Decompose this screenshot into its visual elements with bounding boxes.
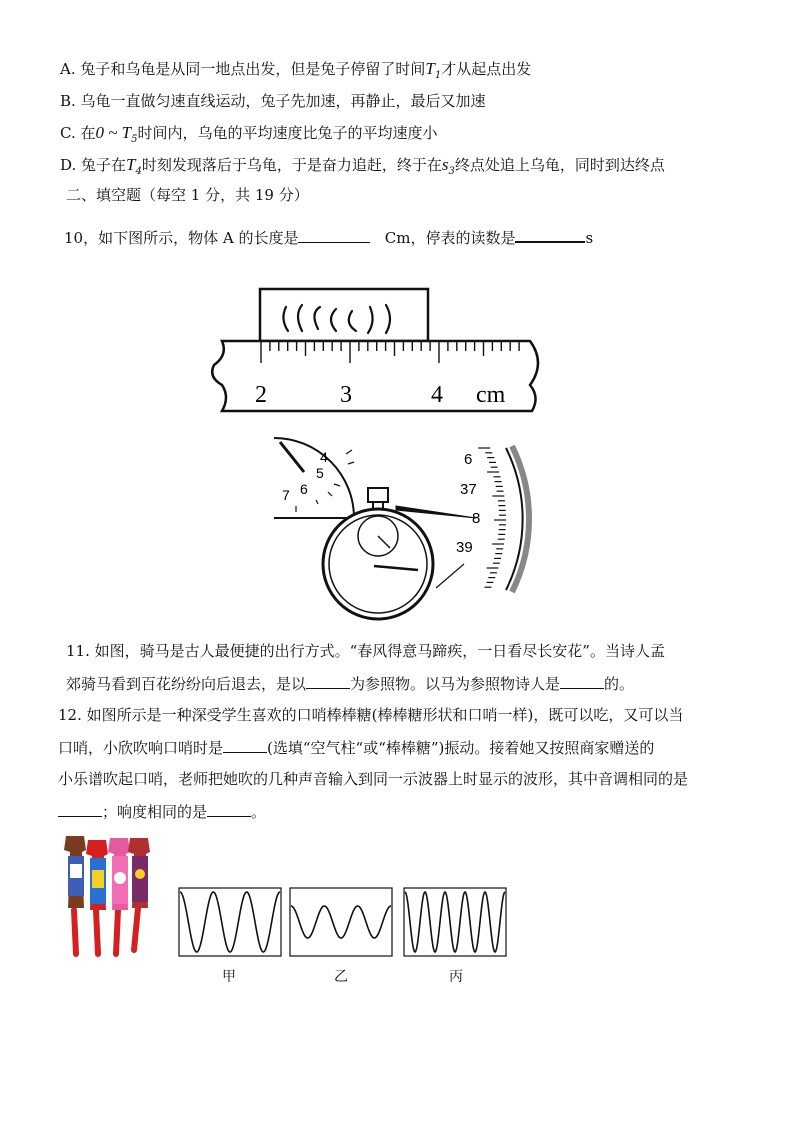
seconds-label-6: 6 bbox=[464, 451, 473, 468]
answer-blank-loudness[interactable] bbox=[207, 801, 251, 817]
minute-label-4: 4 bbox=[320, 449, 328, 465]
lollipop-whistles-image bbox=[58, 830, 158, 960]
object-a bbox=[260, 289, 428, 341]
ruler-unit: cm bbox=[476, 382, 506, 408]
lollipop-4 bbox=[128, 838, 150, 908]
ruler-label-3: 3 bbox=[340, 382, 352, 408]
ruler-figure bbox=[200, 285, 550, 415]
option-b: B. 乌龟一直做匀速直线运动，兔子先加速，再静止，最后又加速 bbox=[60, 92, 486, 110]
answer-blank-stopwatch[interactable] bbox=[515, 226, 585, 243]
waveform-jia bbox=[178, 887, 282, 957]
section-title: 二、填空题（每空 1 分，共 19 分） bbox=[66, 186, 309, 204]
stopwatch-figure bbox=[268, 440, 528, 620]
waveform-label-jia: 甲 bbox=[222, 969, 236, 985]
lollipop-3 bbox=[108, 838, 130, 910]
question-12-line4: ；响度相同的是 。 bbox=[58, 801, 266, 822]
question-12-line1: 12. 如图所示是一种深受学生喜欢的口哨棒棒糖(棒棒糖形状和口哨一样)，既可以吃，又可以当 bbox=[58, 706, 684, 724]
minute-pointer bbox=[280, 442, 304, 472]
lollipop-1 bbox=[64, 836, 86, 908]
ruler-label-2: 2 bbox=[255, 382, 267, 408]
answer-blank-motion[interactable] bbox=[560, 673, 604, 689]
question-10: 10，如下图所示，物体 A 的长度是 Cm，停表的读数是 s bbox=[64, 226, 593, 248]
seconds-label-39: 39 bbox=[456, 539, 473, 556]
answer-blank-length[interactable] bbox=[298, 227, 370, 243]
option-a: A. 兔子和乌龟是从同一地点出发，但是兔子停留了时间$T_1$才从起点出发 bbox=[60, 59, 532, 81]
question-11-line2: 郊骑马看到百花纷纷向后退去，是以 为参照物。以马为参照物诗人是 的。 bbox=[66, 675, 635, 693]
waveform-label-yi: 乙 bbox=[334, 969, 348, 985]
ruler-label-4: 4 bbox=[431, 382, 443, 408]
answer-blank-pitch[interactable] bbox=[58, 801, 102, 817]
minute-label-6: 6 bbox=[300, 481, 308, 497]
answer-blank-reference[interactable] bbox=[306, 673, 350, 689]
lollipop-2 bbox=[86, 840, 108, 910]
question-12-line2: 口哨，小欣吹响口哨时是 (选填“空气柱“或“棒棒糖”)振动。接着她又按照商家赠送的 bbox=[58, 739, 655, 757]
stopwatch-crown bbox=[368, 488, 388, 502]
waveform-bing bbox=[403, 887, 507, 957]
waveform-yi bbox=[289, 887, 393, 957]
question-11-line1: 11. 如图，骑马是古人最便捷的出行方式。“春风得意马蹄疾，一日看尽长安花”。当诗人孟 bbox=[66, 642, 665, 660]
question-12-line3: 小乐谱吹起口哨，老师把她吹的几种声音输入到同一示波器上时显示的波形，其中音调相同的是 bbox=[58, 770, 689, 788]
option-c: C. 在0 ~ $T_5$时间内，乌龟的平均速度比兔子的平均速度小 bbox=[60, 123, 438, 145]
waveform-label-bing: 丙 bbox=[449, 969, 463, 985]
seconds-label-8: 8 bbox=[472, 510, 481, 527]
stopwatch-body bbox=[323, 509, 433, 619]
answer-blank-vibration[interactable] bbox=[223, 737, 267, 753]
minute-label-7: 7 bbox=[282, 487, 290, 503]
seconds-label-37: 37 bbox=[460, 481, 477, 498]
minute-label-5: 5 bbox=[316, 465, 324, 481]
option-d: D. 兔子在$T_4$时刻发现落后于乌龟，于是奋力追赶，终于在$s_3$终点处追上乌龟，同时到达终点 bbox=[60, 155, 665, 177]
